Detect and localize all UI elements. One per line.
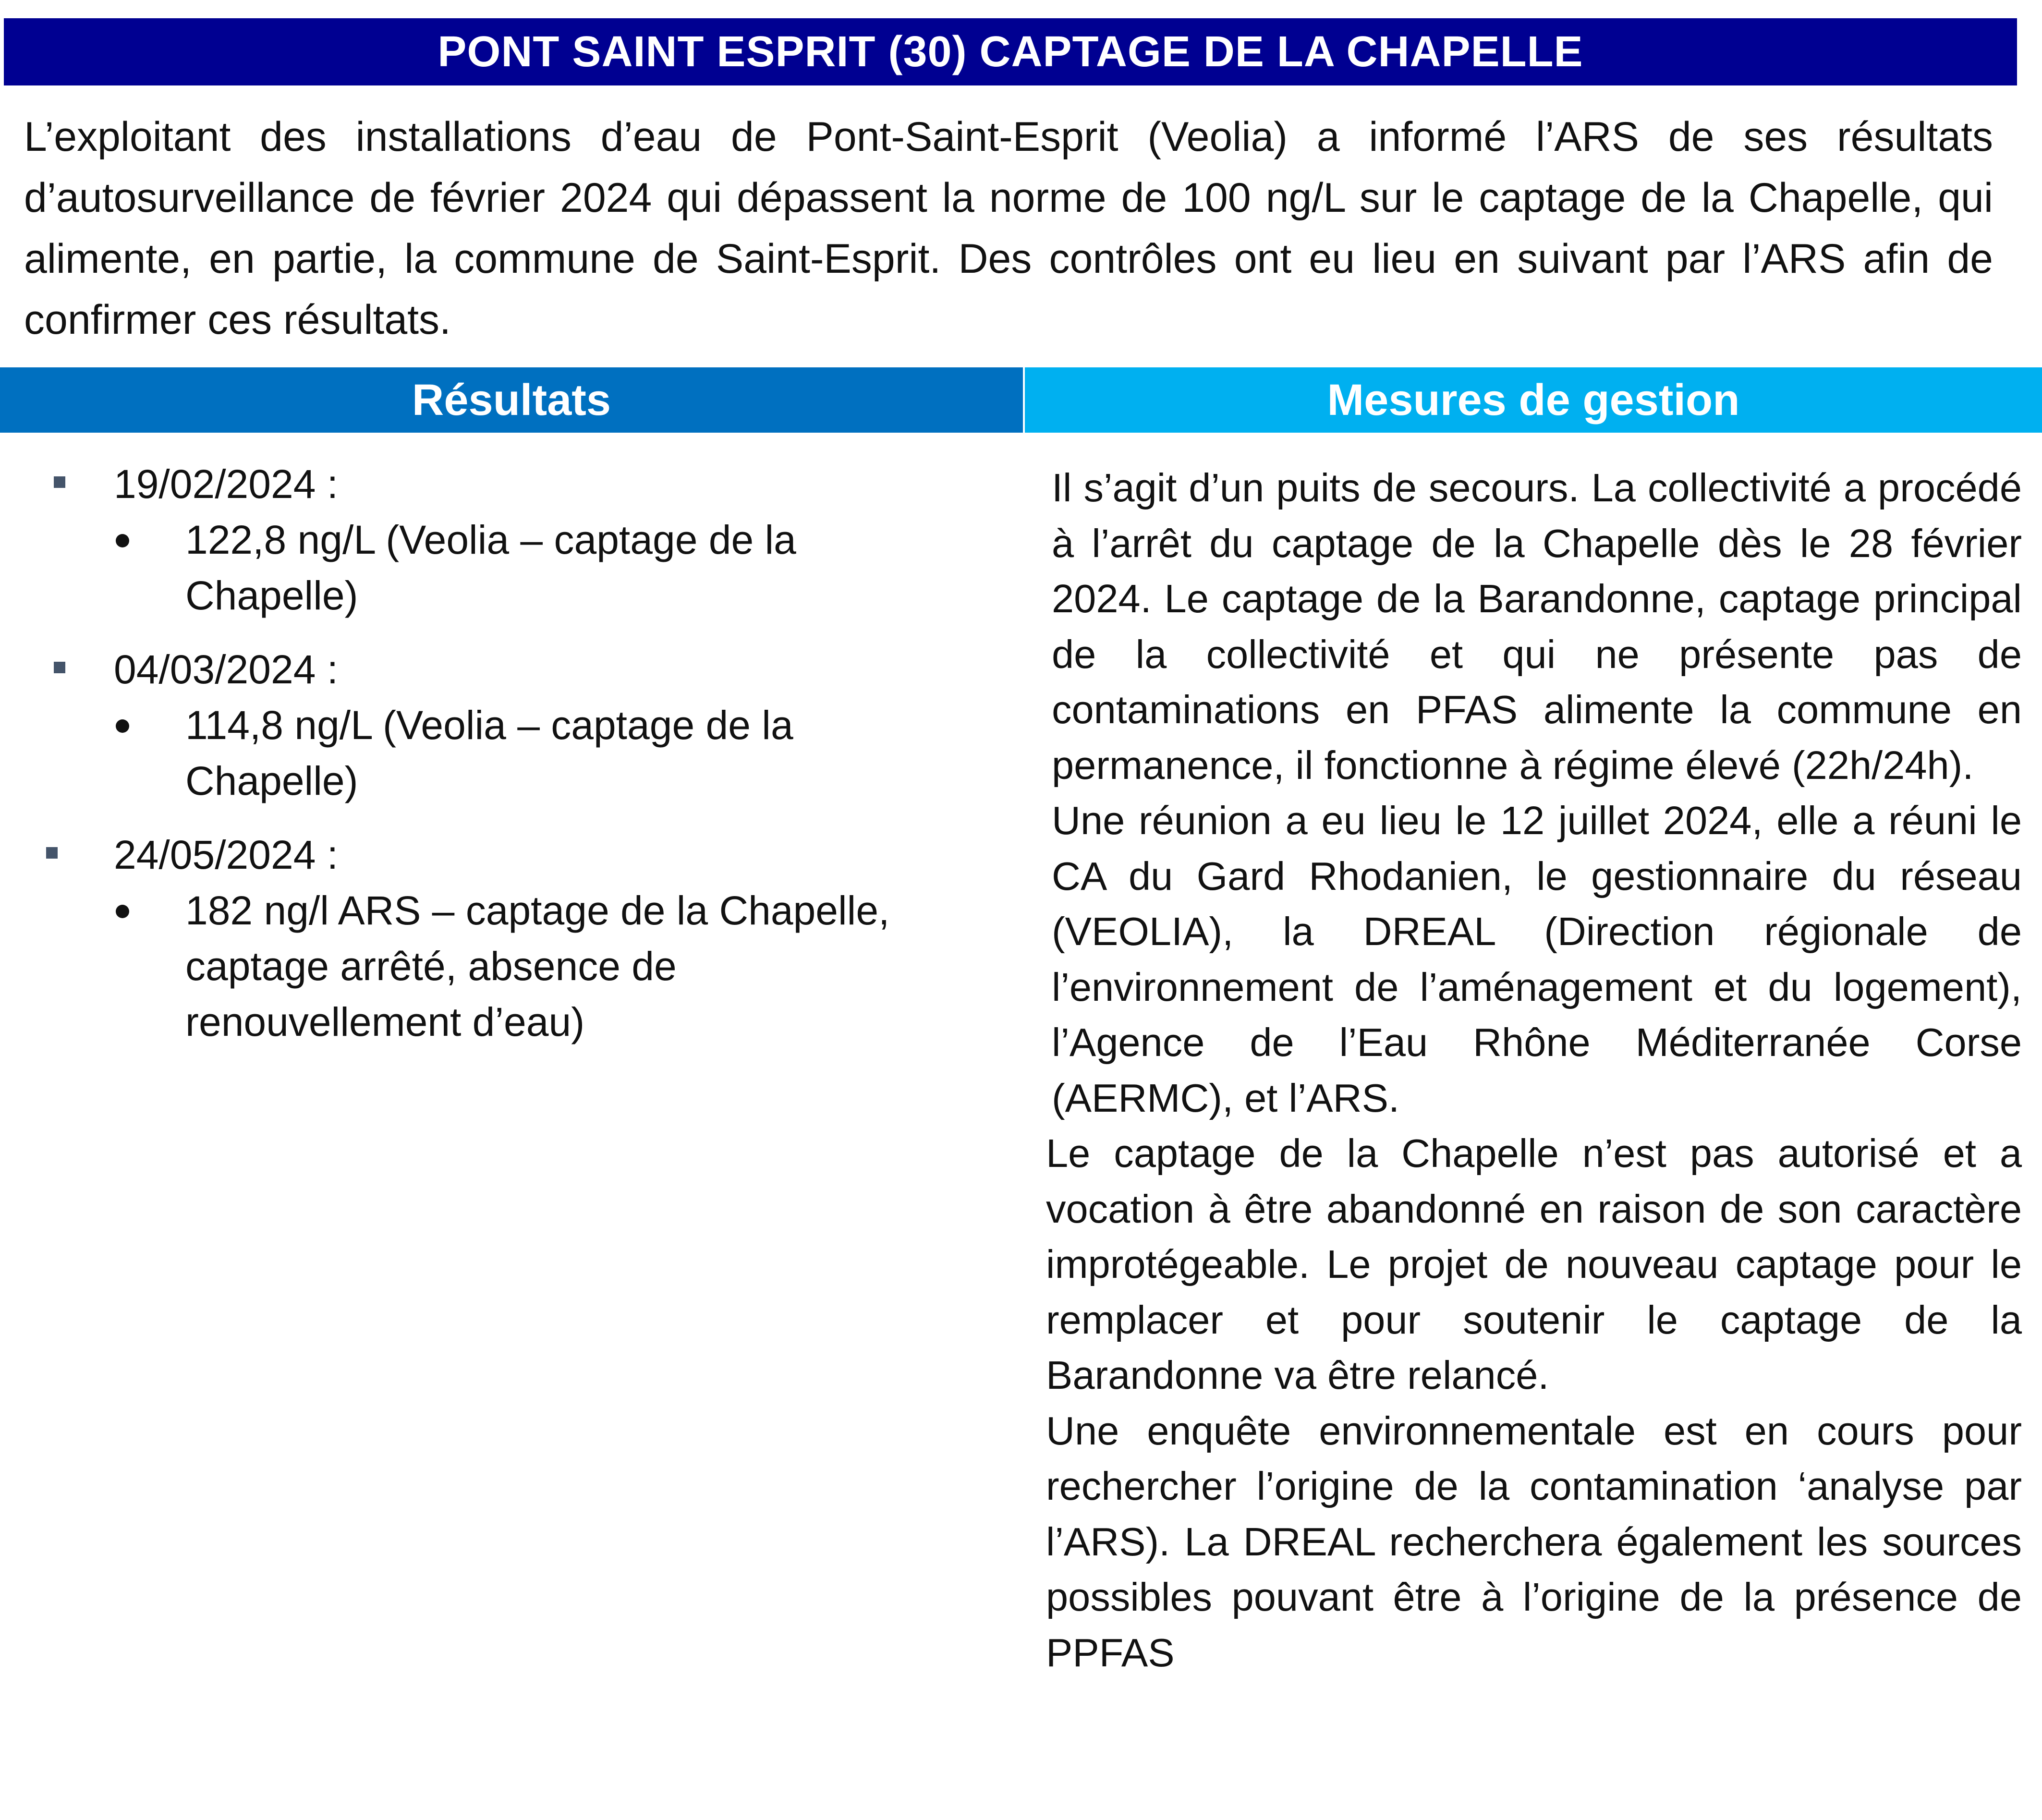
result-item: [0, 456, 1009, 623]
result-detail-line: [0, 883, 930, 1050]
result-date-line: [0, 456, 1009, 512]
result-detail: 122,8 ng/L (Veolia – captage de la Chapelle): [185, 517, 796, 618]
result-date-line: [0, 642, 1009, 697]
round-bullet-icon: [116, 534, 129, 547]
mesures-paragraph: Une enquête environnementale est en cours pour rechercher l’origine de la contamination ‘analyse par l’ARS). La DREAL recherchera également les sources possibles pouvant être à l’origine de la présence de PPFAS: [1046, 1408, 2022, 1675]
round-bullet-icon: [116, 905, 129, 918]
round-bullet-icon: [116, 719, 129, 733]
result-detail: 182 ng/l ARS – captage de la Chapelle, captage arrêté, absence de renouvellement d’eau): [185, 888, 890, 1044]
mesures-paragraph: Il s’agit d’un puits de secours. La collectivité a procédé à l’arrêt du captage de la Chapelle dès le 28 février 2024. Le captage de la Barandonne, captage principal de la collectivité et qui ne présente pas de contaminations en PFAS alimente la commune en permanence, il fonctionne à régime élevé (22h/24h).: [1052, 465, 2022, 788]
square-bullet-icon: [54, 476, 65, 488]
result-date: 04/03/2024 :: [114, 647, 339, 692]
result-date: 19/02/2024 :: [114, 461, 339, 507]
mesures-paragraph: Une réunion a eu lieu le 12 juillet 2024, elle a réuni le CA du Gard Rhodanien, le gestionnaire du réseau (VEOLIA), la DREAL (Direction régionale de l’environnement de l’aménagement et du logement), l’Agence de l’Eau Rhône Méditerranée Corse (AERMC), et l’ARS.: [1052, 798, 2022, 1120]
results-column-header: Résultats: [0, 367, 1023, 433]
result-detail: 114,8 ng/L (Veolia – captage de la Chapelle): [185, 703, 793, 803]
page-title: PONT SAINT ESPRIT (30) CAPTAGE DE LA CHAPELLE: [4, 18, 2017, 85]
result-date: 24/05/2024 :: [114, 832, 339, 877]
result-date-line: [0, 827, 1009, 883]
intro-paragraph: L’exploitant des installations d’eau de Pont-Saint-Esprit (Veolia) a informé l’ARS de ses résultats d’autosurveillance de février 2024 qui dépassent la norme de 100 ng/L sur le captage de la Chapelle, qui alimente, en partie, la commune de Saint-Esprit. Des contrôles ont eu lieu en suivant par l’ARS afin de confirmer ces résultats.: [24, 114, 1993, 343]
mesures-paragraph: Le captage de la Chapelle n’est pas autorisé et a vocation à être abandonné en raison de son caractère improtégeable. Le projet de nouveau captage pour le remplacer et pour soutenir le captage de la Barandonne va être relancé.: [1046, 1131, 2022, 1397]
mesures-column-header: Mesures de gestion: [1025, 367, 2042, 433]
result-detail-line: [0, 697, 930, 809]
results-list: [0, 456, 1009, 1068]
square-bullet-icon: [54, 662, 65, 673]
result-item: [0, 642, 1009, 809]
result-item: [0, 827, 1009, 1050]
result-detail-line: [0, 512, 930, 623]
square-bullet-icon: [46, 847, 58, 859]
mesures-text: [1046, 460, 2022, 1680]
